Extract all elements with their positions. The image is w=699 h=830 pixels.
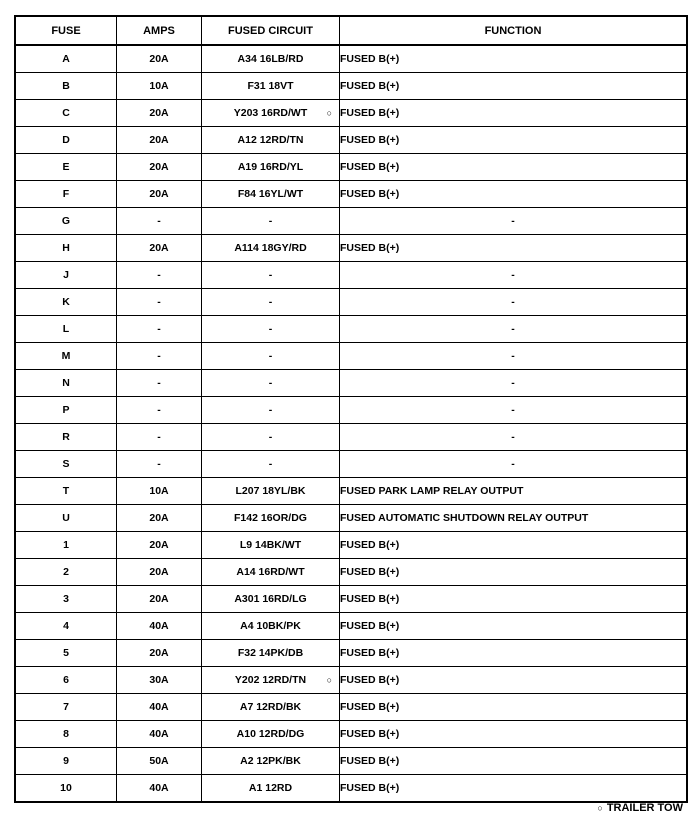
function-cell: - (340, 397, 688, 424)
function-cell: FUSED B(+) (340, 721, 688, 748)
table-row (15, 775, 687, 803)
function-cell: - (340, 289, 688, 316)
amps-cell: 20A (117, 154, 202, 181)
table-row (15, 694, 687, 721)
function-cell: - (340, 343, 688, 370)
circuit-cell (202, 208, 340, 235)
fuse-cell: T (15, 478, 117, 505)
amps-cell: 30A (117, 667, 202, 694)
fuse-cell: 9 (15, 748, 117, 775)
circuit-cell (202, 316, 340, 343)
table-row (15, 640, 687, 667)
circuit-label: A7 12RD/BK (239, 701, 302, 713)
circuit-label: - (268, 431, 273, 443)
col-header-fuse: FUSE (15, 16, 117, 45)
circuit-cell (202, 667, 340, 694)
function-cell: FUSED B(+) (340, 73, 688, 100)
fuse-cell: A (15, 45, 117, 73)
function-cell: FUSED B(+) (340, 775, 688, 803)
table-row (15, 262, 687, 289)
function-cell: FUSED B(+) (340, 613, 688, 640)
amps-cell: - (117, 316, 202, 343)
table-body (15, 45, 687, 802)
circuit-cell (202, 559, 340, 586)
circuit-label: A114 18GY/RD (234, 242, 307, 254)
fuse-cell: 6 (15, 667, 117, 694)
circuit-label: - (268, 215, 273, 227)
amps-cell: 20A (117, 181, 202, 208)
circuit-cell (202, 748, 340, 775)
col-header-amps: AMPS (117, 16, 202, 45)
circuit-cell (202, 289, 340, 316)
table-row (15, 100, 687, 127)
amps-cell: 20A (117, 100, 202, 127)
fuse-cell: L (15, 316, 117, 343)
amps-cell: 20A (117, 235, 202, 262)
circuit-cell (202, 235, 340, 262)
circuit-cell (202, 505, 340, 532)
fuse-cell: S (15, 451, 117, 478)
amps-cell: - (117, 451, 202, 478)
table-row (15, 316, 687, 343)
function-cell: FUSED B(+) (340, 181, 688, 208)
circuit-cell (202, 45, 340, 73)
circuit-label: A301 16RD/LG (234, 593, 307, 605)
fuse-cell: C (15, 100, 117, 127)
fuse-cell: 8 (15, 721, 117, 748)
function-cell: FUSED B(+) (340, 694, 688, 721)
table-header (15, 16, 687, 45)
col-header-circuit: FUSED CIRCUIT (202, 16, 340, 45)
table-row (15, 667, 687, 694)
table-row (15, 451, 687, 478)
function-cell: FUSED B(+) (340, 45, 688, 73)
fuse-cell: J (15, 262, 117, 289)
function-cell: - (340, 451, 688, 478)
amps-cell: 20A (117, 586, 202, 613)
fuse-cell: 10 (15, 775, 117, 803)
col-header-function: FUNCTION (340, 16, 688, 45)
amps-cell: - (117, 262, 202, 289)
fuse-cell: M (15, 343, 117, 370)
circuit-label: - (268, 296, 273, 308)
circuit-cell (202, 181, 340, 208)
function-cell: FUSED B(+) (340, 154, 688, 181)
table-row (15, 73, 687, 100)
function-cell: - (340, 370, 688, 397)
fuse-cell: 7 (15, 694, 117, 721)
fuse-cell: 1 (15, 532, 117, 559)
circuit-label: Y203 16RD/WT (233, 107, 308, 119)
function-cell: FUSED AUTOMATIC SHUTDOWN RELAY OUTPUT (340, 505, 688, 532)
circuit-cell (202, 127, 340, 154)
amps-cell: 40A (117, 613, 202, 640)
circuit-cell (202, 721, 340, 748)
amps-cell: 10A (117, 478, 202, 505)
circuit-cell (202, 370, 340, 397)
amps-cell: 40A (117, 775, 202, 803)
circuit-label: F32 14PK/DB (237, 647, 304, 659)
amps-cell: - (117, 370, 202, 397)
function-cell: FUSED B(+) (340, 127, 688, 154)
table-row (15, 127, 687, 154)
circuit-cell (202, 73, 340, 100)
fuse-cell: B (15, 73, 117, 100)
amps-cell: 20A (117, 532, 202, 559)
table-row (15, 478, 687, 505)
circuit-cell (202, 343, 340, 370)
fuse-table (14, 15, 688, 803)
fuse-cell: H (15, 235, 117, 262)
amps-cell: 20A (117, 559, 202, 586)
circuit-cell (202, 694, 340, 721)
table-row (15, 343, 687, 370)
fuse-cell: F (15, 181, 117, 208)
circuit-label: - (268, 404, 273, 416)
function-cell: - (340, 262, 688, 289)
circuit-cell (202, 262, 340, 289)
function-cell: FUSED B(+) (340, 559, 688, 586)
amps-cell: 10A (117, 73, 202, 100)
fuse-cell: R (15, 424, 117, 451)
circuit-label: A1 12RD (248, 782, 293, 794)
circuit-label: Y202 12RD/TN (234, 674, 307, 686)
table-row (15, 613, 687, 640)
table-row (15, 208, 687, 235)
circuit-label: - (268, 377, 273, 389)
function-cell: - (340, 208, 688, 235)
trailer-tow-marker-icon: ○ (597, 803, 603, 813)
function-cell: FUSED PARK LAMP RELAY OUTPUT (340, 478, 688, 505)
fuse-cell: E (15, 154, 117, 181)
circuit-cell (202, 775, 340, 803)
circuit-cell (202, 640, 340, 667)
table-row (15, 532, 687, 559)
table-row (15, 721, 687, 748)
amps-cell: 40A (117, 721, 202, 748)
circuit-cell (202, 154, 340, 181)
table-row (15, 748, 687, 775)
function-cell: FUSED B(+) (340, 748, 688, 775)
fuse-cell: G (15, 208, 117, 235)
trailer-tow-marker-icon: ○ (326, 108, 332, 118)
fuse-cell: 4 (15, 613, 117, 640)
circuit-label: A14 16RD/WT (236, 566, 305, 578)
amps-cell: - (117, 343, 202, 370)
circuit-label: A2 12PK/BK (240, 755, 301, 767)
amps-cell: - (117, 208, 202, 235)
fuse-cell: D (15, 127, 117, 154)
table-row (15, 45, 687, 73)
function-cell: FUSED B(+) (340, 667, 688, 694)
function-cell: FUSED B(+) (340, 235, 688, 262)
circuit-cell (202, 478, 340, 505)
table-row (15, 289, 687, 316)
circuit-cell (202, 100, 340, 127)
circuit-label: F31 18VT (247, 80, 294, 92)
amps-cell: 20A (117, 127, 202, 154)
circuit-label: - (268, 458, 273, 470)
circuit-label: - (268, 323, 273, 335)
circuit-cell (202, 613, 340, 640)
circuit-label: A12 12RD/TN (237, 134, 304, 146)
table-row (15, 370, 687, 397)
circuit-label: A34 16LB/RD (237, 53, 304, 65)
table-row (15, 181, 687, 208)
table-row (15, 559, 687, 586)
amps-cell: - (117, 397, 202, 424)
circuit-label: F84 16YL/WT (237, 188, 304, 200)
circuit-label: - (268, 350, 273, 362)
fuse-cell: 5 (15, 640, 117, 667)
circuit-cell (202, 532, 340, 559)
table-row (15, 235, 687, 262)
fuse-cell: 2 (15, 559, 117, 586)
function-cell: - (340, 316, 688, 343)
function-cell: FUSED B(+) (340, 640, 688, 667)
circuit-label: A19 16RD/YL (237, 161, 304, 173)
legend-label: TRAILER TOW (606, 802, 683, 814)
table-row (15, 505, 687, 532)
fuse-cell: K (15, 289, 117, 316)
circuit-label: - (268, 269, 273, 281)
circuit-label: F142 16OR/DG (234, 512, 307, 524)
table-row (15, 586, 687, 613)
circuit-label: L9 14BK/WT (239, 539, 302, 551)
circuit-label: A4 10BK/PK (240, 620, 301, 632)
circuit-cell (202, 397, 340, 424)
table-row (15, 154, 687, 181)
amps-cell: 20A (117, 505, 202, 532)
circuit-label: L207 18YL/BK (235, 485, 306, 497)
circuit-label: A10 12RD/DG (236, 728, 305, 740)
function-cell: FUSED B(+) (340, 532, 688, 559)
fuse-cell: N (15, 370, 117, 397)
table-row (15, 397, 687, 424)
circuit-cell (202, 424, 340, 451)
amps-cell: 50A (117, 748, 202, 775)
fuse-cell: P (15, 397, 117, 424)
function-cell: - (340, 424, 688, 451)
amps-cell: 20A (117, 45, 202, 73)
circuit-cell (202, 451, 340, 478)
amps-cell: - (117, 289, 202, 316)
fuse-cell: 3 (15, 586, 117, 613)
table-row (15, 424, 687, 451)
function-cell: FUSED B(+) (340, 586, 688, 613)
header-row (15, 16, 687, 45)
amps-cell: - (117, 424, 202, 451)
function-cell: FUSED B(+) (340, 100, 688, 127)
amps-cell: 20A (117, 640, 202, 667)
circuit-cell (202, 586, 340, 613)
trailer-tow-marker-icon: ○ (326, 675, 332, 685)
fuse-cell: U (15, 505, 117, 532)
amps-cell: 40A (117, 694, 202, 721)
legend (597, 802, 683, 814)
